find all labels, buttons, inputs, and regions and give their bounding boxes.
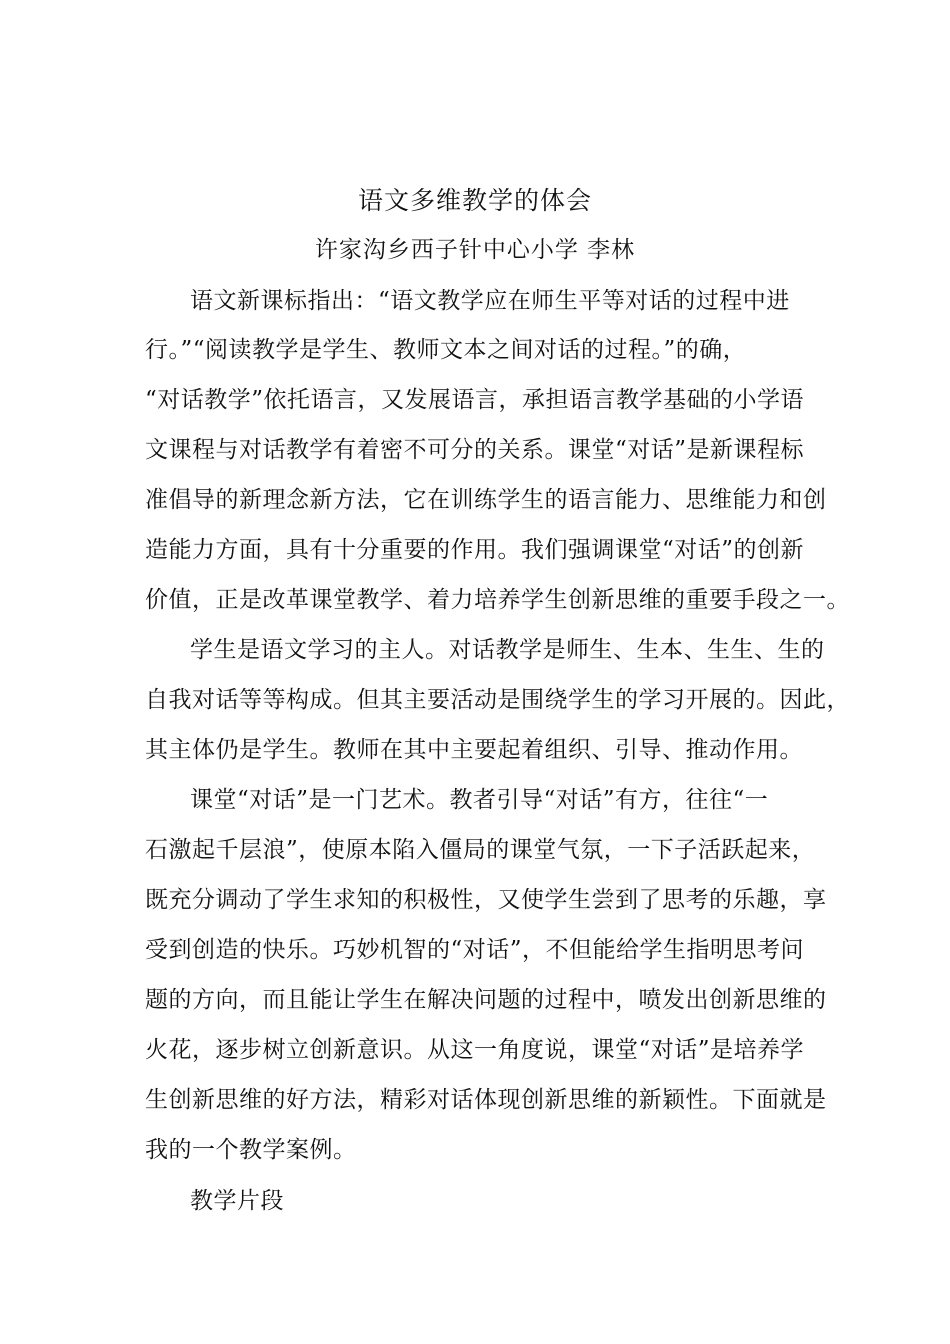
- body-line: 课堂“对话”是一门艺术。教者引导“对话”有方，往往“一: [190, 787, 769, 813]
- author-line: 许家沟乡西子针中心小学 李林: [314, 237, 636, 263]
- body-line: 我的一个教学案例。: [145, 1137, 357, 1163]
- body-line: “对话教学”依托语言，又发展语言，承担语言教学基础的小学语: [145, 387, 805, 413]
- body-line: 文课程与对话教学有着密不可分的关系。课堂“对话”是新课程标: [145, 437, 805, 463]
- body-line: 其主体仍是学生。教师在其中主要起着组织、引导、推动作用。: [145, 737, 803, 763]
- body-line: 既充分调动了学生求知的积极性，又使学生尝到了思考的乐趣，享: [145, 887, 827, 913]
- body-line: 受到创造的快乐。巧妙机智的“对话”，不但能给学生指明思考问: [145, 937, 805, 963]
- body-line: 石激起千层浪”，使原本陷入僵局的课堂气氛，一下子活跃起来，: [145, 837, 816, 863]
- body-line: 火花，逐步树立创新意识。从这一角度说，课堂“对话”是培养学: [145, 1037, 805, 1063]
- body-line: 造能力方面，具有十分重要的作用。我们强调课堂“对话”的创新: [145, 537, 805, 563]
- body-line: 学生是语文学习的主人。对话教学是师生、生本、生生、生的: [190, 637, 825, 663]
- body-line: 准倡导的新理念新方法，它在训练学生的语言能力、思维能力和创: [145, 487, 827, 513]
- section-heading: 教学片段: [190, 1188, 284, 1214]
- body-line: 题的方向，而且能让学生在解决问题的过程中，喷发出创新思维的: [145, 987, 827, 1013]
- document-title: 语文多维教学的体会: [357, 186, 592, 215]
- body-line: 行。”“阅读教学是学生、教师文本之间对话的过程。”的确，: [145, 337, 747, 363]
- body-line: 自我对话等等构成。但其主要活动是围绕学生的学习开展的。因此，: [145, 687, 850, 713]
- body-line: 语文新课标指出：“语文教学应在师生平等对话的过程中进: [190, 288, 790, 314]
- body-line: 生创新思维的好方法，精彩对话体现创新思维的新颖性。下面就是: [145, 1087, 827, 1113]
- body-line: 价值，正是改革课堂教学、着力培养学生创新思维的重要手段之一。: [145, 587, 850, 613]
